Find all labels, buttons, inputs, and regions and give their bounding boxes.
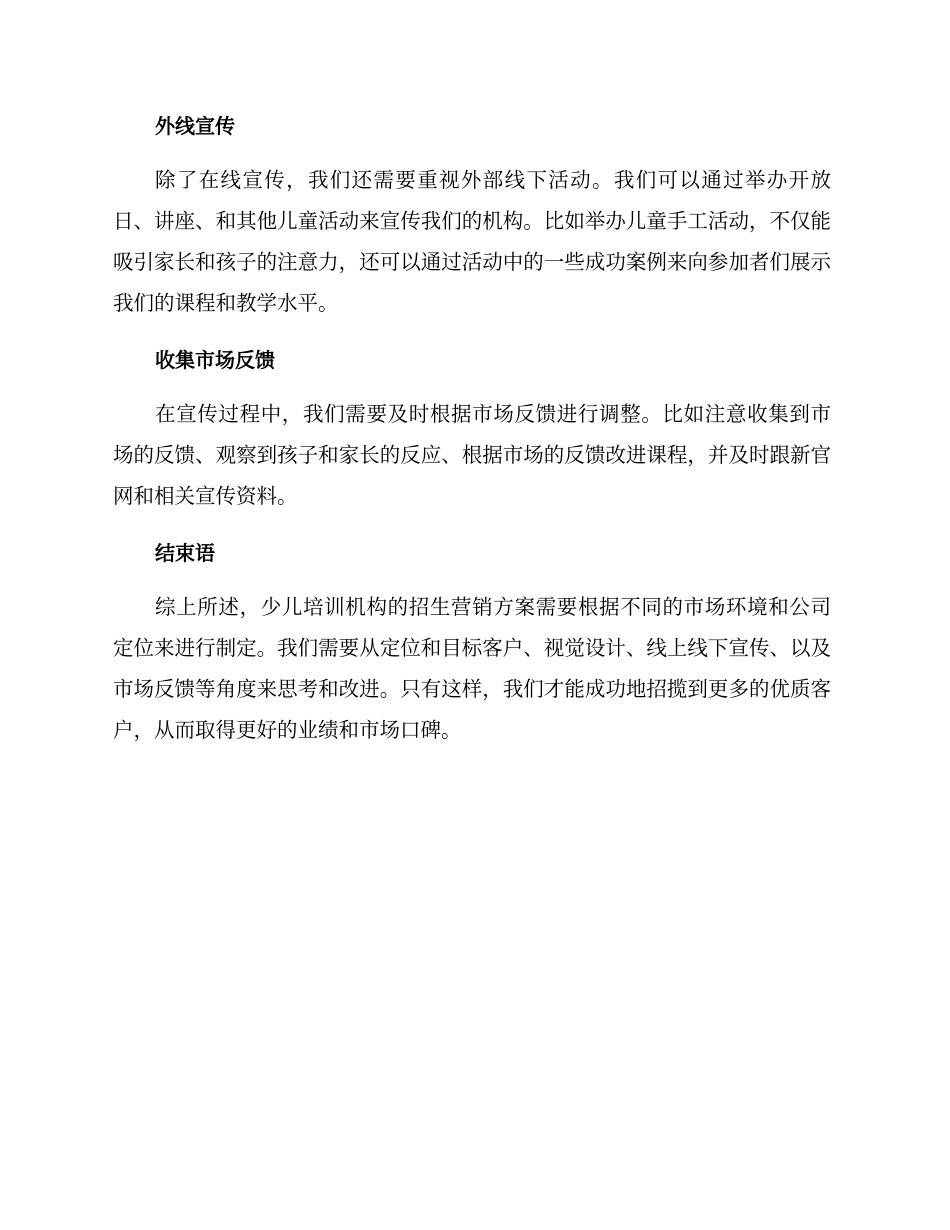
section-paragraph: 综上所述，少儿培训机构的招生营销方案需要根据不同的市场环境和公司定位来进行制定。我们需要从定位和目标客户、视觉设计、线上线下宣传、以及市场反馈等角度来思考和改进。只有这样，我们才能成功地招揽到更多的优质客户，从而取得更好的业绩和市场口碑。: [113, 595, 831, 742]
section-paragraph: 除了在线宣传，我们还需要重视外部线下活动。我们可以通过举办开放日、讲座、和其他儿童活动来宣传我们的机构。比如举办儿童手工活动，不仅能吸引家长和孩子的注意力，还可以通过活动中的一些成功案例来向参加者们展示我们的课程和教学水平。: [113, 168, 831, 315]
section-market-feedback: [113, 344, 831, 517]
section-heading: 收集市场反馈: [155, 348, 275, 372]
section-paragraph: 在宣传过程中，我们需要及时根据市场反馈进行调整。比如注意收集到市场的反馈、观察到孩子和家长的反应、根据市场的反馈改进课程，并及时跟新官网和相关宣传资料。: [113, 402, 831, 508]
section-conclusion: [113, 537, 831, 751]
document-body: [113, 110, 831, 771]
section-heading: 外线宣传: [155, 114, 235, 138]
section-heading: 结束语: [155, 541, 215, 565]
section-offline-promotion: [113, 110, 831, 324]
